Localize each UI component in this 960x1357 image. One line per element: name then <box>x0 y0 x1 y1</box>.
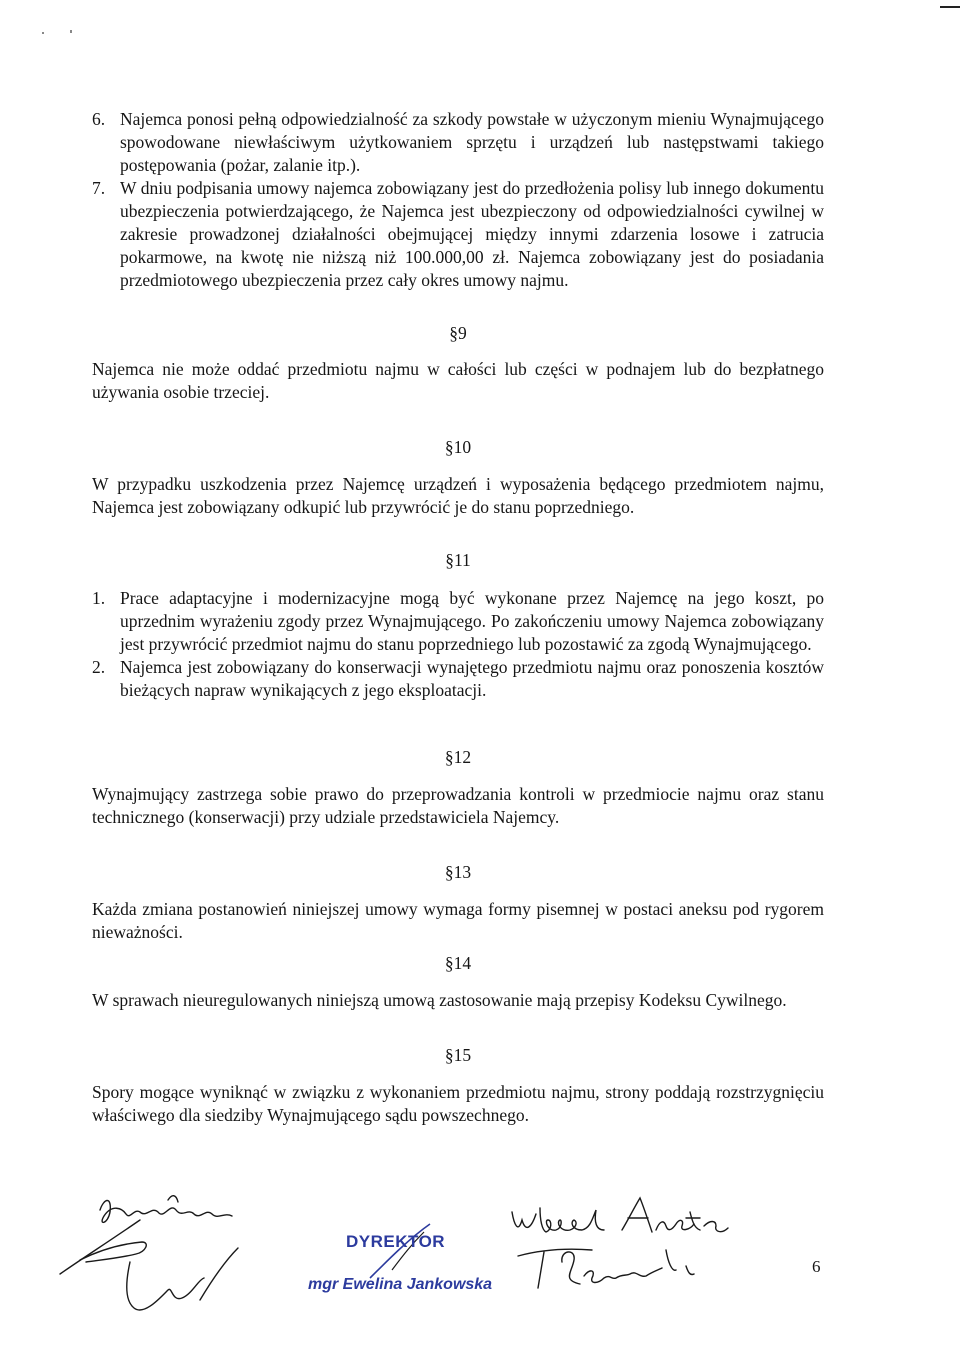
item-text: Najemca ponosi pełną odpowiedzialność za szkody powstałe w użyczonym mieniu Wynajmującego spowodowane niewłaściwym użytkowaniem sprzętu i urządzeń lub następstwami takiego postępowania (pożar, zalanie itp.). <box>120 109 824 175</box>
scan-edge-mark <box>940 6 960 8</box>
section-11-item-1 <box>92 587 824 656</box>
section-heading-10: §10 <box>444 437 472 457</box>
section-10-text: W przypadku uszkodzenia przez Najemcę urządzeń i wyposażenia będącego przedmiotem najmu, Najemca jest zobowiązany odkupić lub przywrócić je do stanu poprzedniego. <box>92 474 824 517</box>
item-number: 6. <box>92 109 106 129</box>
section-15-text: Spory mogące wyniknąć w związku z wykonaniem przedmiotu najmu, strony poddają rozstrzygnięciu właściwego dla siedziby Wynajmującego sądu powszechnego. <box>92 1082 824 1125</box>
clause-item-7 <box>92 177 824 292</box>
left-signature <box>60 1196 238 1310</box>
section-heading-12: §12 <box>444 747 472 767</box>
stamp-name: mgr Ewelina Jankowska <box>308 1276 493 1293</box>
right-signature <box>512 1198 728 1288</box>
section-heading-13: §13 <box>444 862 472 882</box>
item-text: Prace adaptacyjne i modernizacyjne mogą być wykonane przez Najemcę na jego koszt, po uprzednim wyrażeniu zgody przez Wynajmującego. Po zakończeniu umowy Najemca zobowiązany jest przywrócić przedmiot najmu do stanu poprzedniego lub pozostawić za zgodą Wynajmującego. <box>120 588 824 654</box>
section-heading-11: §11 <box>445 550 471 570</box>
clause-item-6 <box>92 108 824 177</box>
item-number: 7. <box>92 178 106 198</box>
scan-dot <box>70 30 72 33</box>
item-number: 2. <box>92 657 106 677</box>
section-14-text: W sprawach nieuregulowanych niniejszą umową zastosowanie mają przepisy Kodeksu Cywilnego. <box>92 990 787 1010</box>
section-13-text: Każda zmiana postanowień niniejszej umowy wymaga formy pisemnej w postaci aneksu pod rygorem nieważności. <box>92 899 824 942</box>
stamp-title: DYREKTOR <box>346 1232 446 1251</box>
section-12-text: Wynajmujący zastrzega sobie prawo do przeprowadzania kontroli w przedmiocie najmu oraz stanu technicznego (konserwacji) przy udziale przedstawiciela Najemcy. <box>92 784 824 827</box>
section-heading-14: §14 <box>444 953 472 973</box>
scan-dot <box>42 32 44 34</box>
section-11-item-2 <box>92 656 824 702</box>
section-heading-15: §15 <box>444 1045 472 1065</box>
item-number: 1. <box>92 588 106 608</box>
item-text: Najemca jest zobowiązany do konserwacji wynajętego przedmiotu najmu oraz ponoszenia kosztów bieżących napraw wynikających z jego eksploatacji. <box>120 657 824 700</box>
section-9-text: Najemca nie może oddać przedmiotu najmu w całości lub części w podnajem lub do bezpłatnego używania osobie trzeciej. <box>92 359 824 402</box>
page-number: 6 <box>812 1257 821 1276</box>
section-heading-9: §9 <box>449 323 467 343</box>
document-body <box>92 108 824 1127</box>
item-text: W dniu podpisania umowy najemca zobowiązany jest do przedłożenia polisy lub innego dokumentu ubezpieczenia potwierdzającego, że Najemca jest ubezpieczony od odpowiedzialności cywilnej w zakresie prowadzonej działalności obejmującej między innymi zdarzenia losowe i zatrucia pokarmowe, na kwotę nie niższą niż 100.000,00 zł. Najemca zobowiązany jest do posiadania przedmiotowego ubezpieczenia przez cały okres umowy najmu. <box>120 178 824 290</box>
